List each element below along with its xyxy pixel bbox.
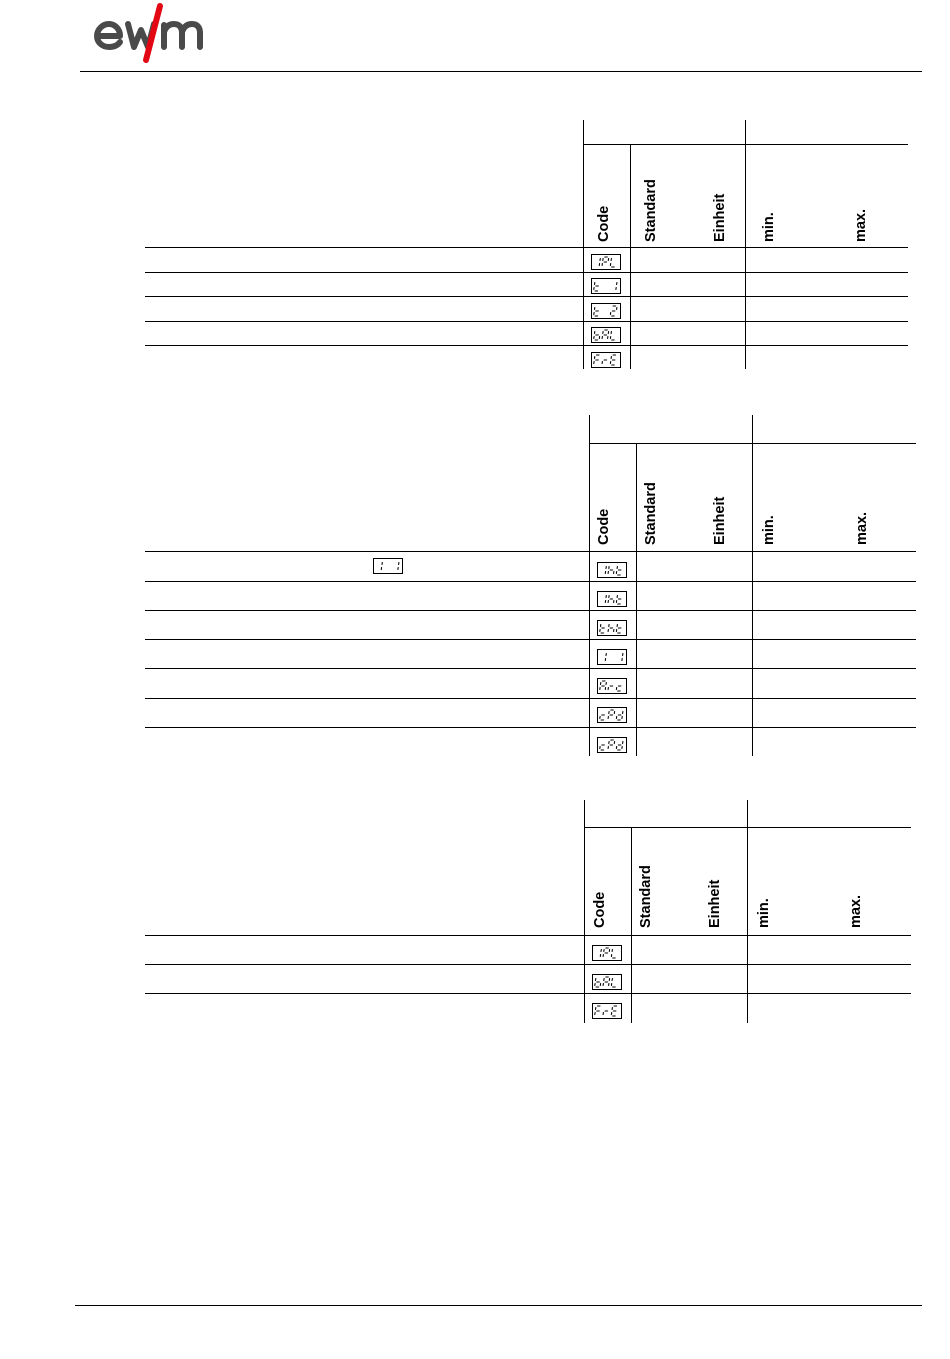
display-digits xyxy=(600,948,617,958)
display-code-icon xyxy=(597,649,627,665)
header-max: max. xyxy=(853,208,869,242)
header-max: max. xyxy=(854,511,870,545)
header-standard: Standard xyxy=(643,179,659,242)
display-digits xyxy=(381,563,399,570)
display-code-icon xyxy=(591,278,621,294)
display-digits xyxy=(599,257,616,267)
table-border xyxy=(636,444,637,756)
header-einheit: Einheit xyxy=(707,879,723,928)
table-row-rule xyxy=(145,639,916,640)
table-border xyxy=(630,145,631,369)
header-max: max. xyxy=(848,894,864,928)
table-row-rule xyxy=(145,964,911,965)
display-digits xyxy=(605,654,623,661)
header-min: min. xyxy=(761,212,777,242)
footer-rule xyxy=(75,1305,922,1306)
display-digits xyxy=(600,740,624,750)
display-code-icon xyxy=(592,945,622,961)
table-row-rule xyxy=(145,345,908,346)
display-digits xyxy=(594,306,618,316)
display-digits xyxy=(594,330,616,340)
display-digits xyxy=(600,710,624,720)
table-border xyxy=(583,144,908,145)
display-code-icon xyxy=(597,707,627,723)
display-code-icon xyxy=(591,327,621,343)
display-code-icon xyxy=(597,678,627,694)
display-digits xyxy=(600,681,622,691)
inline-display-code-icon xyxy=(373,558,403,574)
table-header-rule xyxy=(145,247,908,248)
header-standard: Standard xyxy=(638,865,654,928)
table-border xyxy=(747,800,748,1023)
display-code-icon xyxy=(591,303,621,319)
display-digits xyxy=(595,977,617,987)
display-code-icon xyxy=(597,620,627,636)
display-digits xyxy=(594,355,616,365)
display-code-icon xyxy=(597,562,627,578)
header-standard: Standard xyxy=(643,482,659,545)
display-code-icon xyxy=(597,591,627,607)
display-digits xyxy=(595,1006,617,1016)
table-row-rule xyxy=(145,272,908,273)
table-row-rule xyxy=(145,668,916,669)
header-code: Code xyxy=(596,508,612,545)
display-digits xyxy=(605,596,621,605)
table-row-rule xyxy=(145,610,916,611)
display-digits xyxy=(600,625,622,634)
display-code-icon xyxy=(591,254,621,270)
display-code-icon xyxy=(591,352,621,368)
display-digits xyxy=(594,283,617,292)
header-code: Code xyxy=(596,205,612,242)
table-border xyxy=(589,415,590,756)
table-row-rule xyxy=(145,321,908,322)
header-einheit: Einheit xyxy=(712,496,728,545)
display-frame xyxy=(598,650,627,665)
display-digits xyxy=(605,567,621,576)
display-code-icon xyxy=(597,737,627,753)
table-row-rule xyxy=(145,698,916,699)
table-border xyxy=(745,120,746,369)
table-border xyxy=(583,120,584,369)
table-header-rule xyxy=(145,935,911,936)
header-rule xyxy=(80,71,922,72)
table-border xyxy=(752,415,753,756)
header-min: min. xyxy=(761,515,777,545)
display-code-icon xyxy=(592,1003,622,1019)
header-einheit: Einheit xyxy=(712,193,728,242)
table-border xyxy=(584,827,911,828)
table-header-rule xyxy=(145,551,916,552)
table-row-rule xyxy=(145,296,908,297)
table-border xyxy=(589,443,916,444)
display-code-icon xyxy=(592,974,622,990)
ewm-logo xyxy=(90,2,225,64)
table-row-rule xyxy=(145,581,916,582)
header-code: Code xyxy=(592,891,608,928)
header-min: min. xyxy=(756,898,772,928)
display-frame xyxy=(374,559,403,574)
table-border xyxy=(584,800,585,1023)
table-row-rule xyxy=(145,727,916,728)
table-row-rule xyxy=(145,993,911,994)
